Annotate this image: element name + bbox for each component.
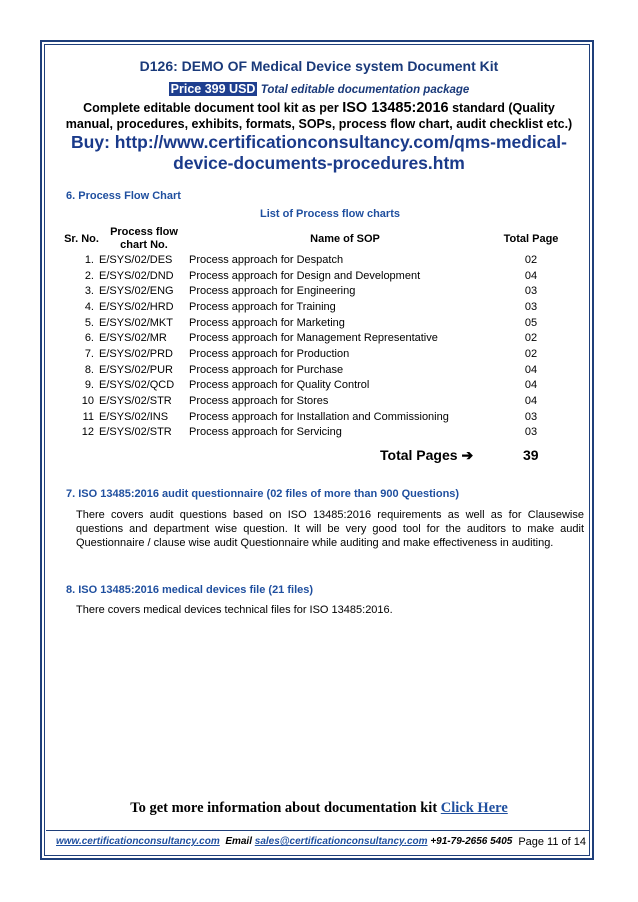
section-8-body: There covers medical devices technical files for ISO 13485:2016. bbox=[76, 604, 393, 616]
page-number: Page 11 of 14 bbox=[518, 836, 586, 848]
row-pages: 03 bbox=[524, 285, 538, 298]
row-sr: 6. bbox=[84, 332, 94, 345]
row-chart-no: E/SYS/02/MKT bbox=[99, 316, 173, 329]
footer bbox=[56, 836, 586, 847]
row-chart-no: E/SYS/02/QCD bbox=[99, 379, 175, 392]
table-row bbox=[64, 378, 561, 394]
table-header-row bbox=[64, 226, 561, 252]
row-sr: 1. bbox=[84, 253, 94, 266]
more-info-line bbox=[44, 800, 594, 817]
row-sop-name: Process approach for Installation and Commissioning bbox=[189, 410, 449, 423]
row-sop-name: Process approach for Marketing bbox=[189, 316, 345, 329]
row-sop-name: Process approach for Purchase bbox=[189, 363, 344, 376]
row-chart-no: E/SYS/02/STR bbox=[99, 426, 172, 439]
total-pages-label: Total Pages ➔ bbox=[380, 447, 474, 463]
buy-link[interactable]: Buy: http://www.certificationconsultancy.com/qms-medical-device-documents-procedures.htm bbox=[71, 132, 567, 173]
kit-title: D126: DEMO OF Medical Device system Document Kit bbox=[139, 58, 499, 74]
row-pages: 04 bbox=[524, 363, 538, 376]
table-row bbox=[64, 252, 561, 268]
col-name: Name of SOP bbox=[310, 232, 380, 245]
footer-divider bbox=[46, 830, 590, 831]
row-sr: 3. bbox=[84, 285, 94, 298]
row-sop-name: Process approach for Quality Control bbox=[189, 379, 370, 392]
row-sop-name: Process approach for Engineering bbox=[189, 285, 356, 298]
desc-standard: ISO 13485:2016 bbox=[342, 100, 449, 116]
row-sr: 5. bbox=[84, 316, 94, 329]
footer-site-link[interactable]: www.certificationconsultancy.com bbox=[56, 836, 220, 847]
row-sop-name: Process approach for Training bbox=[189, 300, 336, 313]
row-pages: 02 bbox=[524, 332, 538, 345]
table-row bbox=[64, 330, 561, 346]
table-row bbox=[64, 283, 561, 299]
table-row bbox=[64, 409, 561, 425]
row-chart-no: E/SYS/02/DND bbox=[99, 269, 174, 282]
row-pages: 03 bbox=[524, 426, 538, 439]
row-sop-name: Process approach for Despatch bbox=[189, 253, 344, 266]
col-chart-no: Process flow chart No. bbox=[110, 226, 178, 251]
col-pages: Total Page bbox=[503, 232, 559, 245]
row-pages: 05 bbox=[524, 316, 538, 329]
col-sr: Sr. No. bbox=[64, 232, 99, 245]
footer-email-label: Email bbox=[225, 836, 252, 847]
more-info-text: To get more information about documentation kit bbox=[130, 800, 438, 816]
section-8-heading: 8. ISO 13485:2016 medical devices file (21 files) bbox=[66, 584, 314, 596]
row-pages: 03 bbox=[524, 410, 538, 423]
row-sr: 2. bbox=[84, 269, 94, 282]
table-row bbox=[64, 393, 561, 409]
row-pages: 02 bbox=[524, 347, 538, 360]
table-row bbox=[64, 362, 561, 378]
row-pages: 03 bbox=[524, 300, 538, 313]
section-7-body: There covers audit questions based on ISO 13485:2016 requirements as well as for Clausewise questions and department wise question. It will be very good tool for the auditors to make audit Questionnaire / clause wise audit Questionnaire while auditing and make effectiveness in auditing. bbox=[76, 509, 584, 549]
row-chart-no: E/SYS/02/STR bbox=[99, 395, 172, 408]
footer-phone: +91-79-2656 5405 bbox=[430, 836, 513, 847]
kit-description bbox=[58, 100, 580, 132]
row-sop-name: Process approach for Servicing bbox=[189, 426, 342, 439]
row-sop-name: Process approach for Design and Development bbox=[189, 269, 421, 282]
row-pages: 04 bbox=[524, 379, 538, 392]
row-sop-name: Process approach for Production bbox=[189, 347, 350, 360]
row-chart-no: E/SYS/02/HRD bbox=[99, 300, 174, 313]
row-sop-name: Process approach for Management Representative bbox=[189, 332, 438, 345]
price-line bbox=[44, 82, 594, 96]
row-sr: 7. bbox=[84, 347, 94, 360]
table-row bbox=[64, 425, 561, 441]
row-pages: 04 bbox=[524, 395, 538, 408]
row-chart-no: E/SYS/02/DES bbox=[99, 253, 173, 266]
row-sop-name: Process approach for Stores bbox=[189, 395, 329, 408]
row-sr: 4. bbox=[84, 300, 94, 313]
row-sr: 10 bbox=[81, 395, 94, 408]
row-sr: 12 bbox=[81, 426, 94, 439]
row-sr: 9. bbox=[84, 379, 94, 392]
row-chart-no: E/SYS/02/MR bbox=[99, 332, 167, 345]
price-description: Total editable documentation package bbox=[260, 84, 470, 96]
desc-prefix: Complete editable document tool kit as per bbox=[83, 101, 339, 115]
process-flow-table bbox=[64, 226, 561, 440]
list-title: List of Process flow charts bbox=[260, 208, 400, 220]
row-sr: 11 bbox=[82, 410, 94, 423]
row-chart-no: E/SYS/02/INS bbox=[99, 410, 169, 423]
row-sr: 8. bbox=[84, 363, 94, 376]
row-pages: 04 bbox=[524, 269, 538, 282]
table-row bbox=[64, 268, 561, 284]
arrow-right-icon: ➔ bbox=[461, 447, 474, 463]
row-chart-no: E/SYS/02/PRD bbox=[99, 347, 173, 360]
row-pages: 02 bbox=[524, 253, 538, 266]
row-chart-no: E/SYS/02/PUR bbox=[99, 363, 173, 376]
table-row bbox=[64, 315, 561, 331]
table-row bbox=[64, 346, 561, 362]
footer-email-link[interactable]: sales@certificationconsultancy.com bbox=[254, 836, 428, 847]
section-6-heading: 6. Process Flow Chart bbox=[66, 190, 181, 202]
row-chart-no: E/SYS/02/ENG bbox=[99, 285, 174, 298]
table-row bbox=[64, 299, 561, 315]
desc-suffix: standard (Quality manual, procedures, exhibits, formats, SOPs, process flow chart, audit checklist etc.) bbox=[65, 101, 573, 131]
section-7-heading: 7. ISO 13485:2016 audit questionnaire (02 files of more than 900 Questions) bbox=[66, 488, 460, 500]
click-here-link[interactable]: Click Here bbox=[440, 800, 508, 816]
price-badge: Price 399 USD bbox=[170, 82, 256, 96]
total-pages-value: 39 bbox=[523, 447, 539, 463]
